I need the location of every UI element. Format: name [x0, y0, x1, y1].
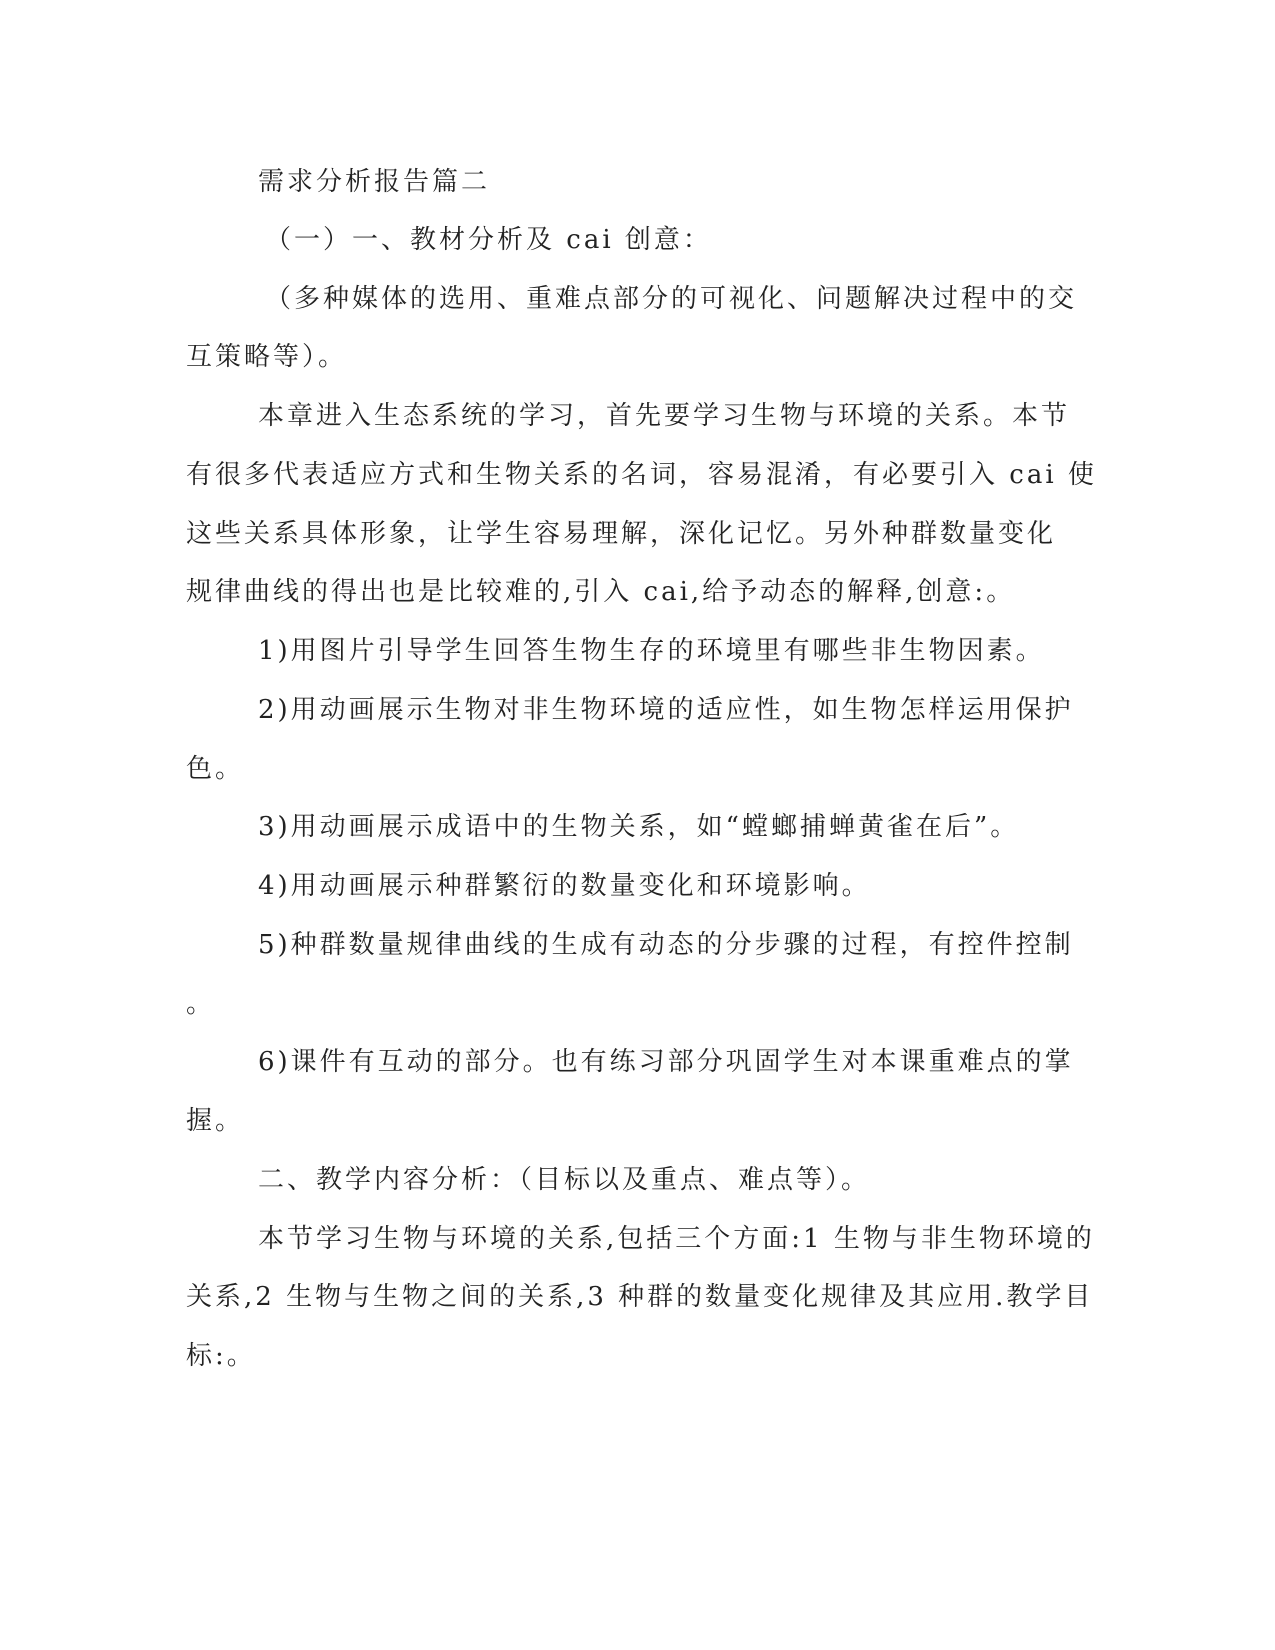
list-item-continuation: 握。 — [186, 1106, 245, 1136]
section-heading: 二、教学内容分析：（目标以及重点、难点等）。 — [258, 1165, 871, 1195]
paragraph-line: （多种媒体的选用、重难点部分的可视化、问题解决过程中的交 — [265, 284, 1078, 314]
paragraph-line: 有很多代表适应方式和生物关系的名词，容易混淆，有必要引入 cai 使 — [186, 460, 1097, 490]
list-item: 5)种群数量规律曲线的生成有动态的分步骤的过程，有控件控制 — [258, 930, 1074, 960]
section-heading: （一）一、教材分析及 cai 创意： — [265, 225, 712, 255]
list-item: 6)课件有互动的部分。也有练习部分巩固学生对本课重难点的掌 — [258, 1047, 1074, 1077]
list-item: 3)用动画展示成语中的生物关系，如“螳螂捕蝉黄雀在后”。 — [258, 812, 1020, 842]
paragraph-line: 标:。 — [186, 1341, 256, 1371]
paragraph-line: 本章进入生态系统的学习，首先要学习生物与环境的关系。本节 — [258, 401, 1071, 431]
paragraph-line: 关系,2 生物与生物之间的关系,3 种群的数量变化规律及其应用.教学目 — [186, 1282, 1094, 1312]
list-item: 1)用图片引导学生回答生物生存的环境里有哪些非生物因素。 — [258, 636, 1045, 666]
list-item: 2)用动画展示生物对非生物环境的适应性，如生物怎样运用保护 — [258, 695, 1074, 725]
list-item: 4)用动画展示种群繁衍的数量变化和环境影响。 — [258, 871, 871, 901]
paragraph-line: 规律曲线的得出也是比较难的,引入 cai,给予动态的解释,创意:。 — [186, 577, 1016, 607]
list-item-continuation: 。 — [186, 989, 216, 1019]
list-item-continuation: 色。 — [186, 754, 245, 784]
paragraph-line: 这些关系具体形象，让学生容易理解，深化记忆。另外种群数量变化 — [186, 519, 1057, 549]
paragraph-line: 本节学习生物与环境的关系,包括三个方面:1 生物与非生物环境的 — [258, 1224, 1095, 1254]
document-title: 需求分析报告篇二 — [258, 167, 491, 197]
paragraph-line: 互策略等）。 — [186, 342, 348, 372]
